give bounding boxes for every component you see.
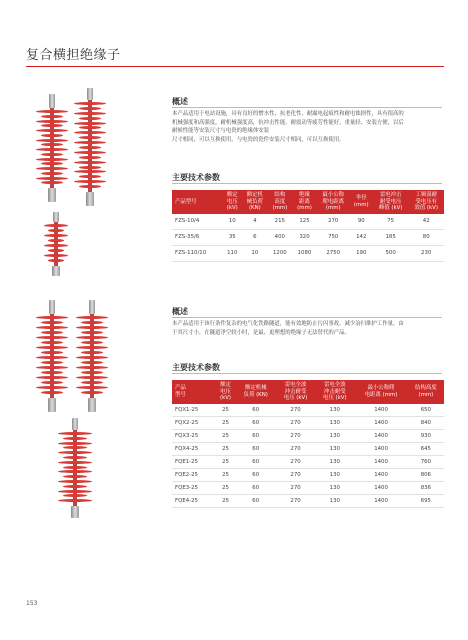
spec-table-fzs (172, 190, 444, 262)
spec-table-fq-cell: FQE1-25 (172, 455, 216, 468)
section1-spec-divider (172, 183, 442, 184)
spec-table-fzs-cell: 80 (408, 229, 444, 245)
spec-table-fq-cell: 270 (276, 468, 315, 481)
spec-table-fq-cell: 130 (315, 416, 354, 429)
insulator-shed (48, 229, 65, 232)
insulator-shed (81, 361, 103, 364)
spec-table-fzs-header-cell: 额定机 械负荷 (KN) (242, 190, 267, 214)
spec-table-fq-cell: 25 (216, 416, 236, 429)
insulator-shed (79, 107, 101, 110)
spec-table-fq-cell: 25 (216, 481, 236, 494)
spec-table-fq-cell: 1400 (354, 442, 407, 455)
section1-overview-heading: 概述 (172, 97, 188, 106)
insulator-image-5 (76, 300, 108, 412)
spec-table-fq-cell: 806 (408, 468, 444, 481)
insulator-image-3 (44, 212, 68, 276)
insulator-shed (63, 466, 87, 469)
spec-table-fzs-cell: 215 (268, 214, 293, 230)
insulator-shed (63, 494, 87, 497)
spec-table-fq-cell: 270 (276, 416, 315, 429)
insulator-shed (44, 224, 68, 227)
spec-table-fq-row (172, 429, 444, 442)
spec-table-fq-cell: 1400 (354, 494, 407, 507)
spec-table-fq-cell: FQE3-25 (172, 481, 216, 494)
insulator-shed (36, 376, 68, 379)
spec-table-fzs-cell: 6 (242, 229, 267, 245)
spec-table-fq-row (172, 442, 444, 455)
spec-table-fzs-cell: 190 (350, 245, 373, 261)
spec-table-fq-cell: 25 (216, 429, 236, 442)
spec-table-fq-header-cell: 额定 电压 (kV) (216, 380, 236, 404)
spec-table-fq-header-cell: 结构高度 (mm) (408, 380, 444, 404)
spec-table-fq-row (172, 481, 444, 494)
spec-table-fzs-row (172, 214, 444, 230)
insulator-shed (36, 326, 68, 329)
spec-table-fzs-cell: 110 (222, 245, 242, 261)
insulator-shed (74, 170, 106, 173)
insulator-shed (58, 432, 92, 435)
spec-table-fq-cell: 695 (408, 494, 444, 507)
page-title: 复合横担绝缘子 (26, 48, 121, 63)
insulator-shed (81, 341, 103, 344)
insulator-shed (79, 175, 101, 178)
spec-table-fzs-cell: 2750 (317, 245, 350, 261)
insulator-shed (79, 126, 101, 129)
spec-table-fq-cell: FQX4-25 (172, 442, 216, 455)
insulator-shed (41, 371, 63, 374)
spec-table-fq-cell: 60 (236, 416, 276, 429)
page-number: 153 (26, 600, 38, 607)
spec-table-fzs-cell: FZS-35/6 (172, 229, 222, 245)
insulator-shed (48, 239, 65, 242)
insulator-shed (58, 490, 92, 493)
spec-table-fq-header-cell: 雷电全波 冲击耐受 电压 (kV) (315, 380, 354, 404)
insulator-shed (76, 346, 108, 349)
insulator-shed (41, 351, 63, 354)
insulator-shed (74, 141, 106, 144)
spec-table-fq-cell: 760 (408, 455, 444, 468)
spec-table-fq-header-cell: 产品 型号 (172, 380, 216, 404)
insulator-shed (63, 475, 87, 478)
spec-table-fq-header-cell: 雷电全波 冲击耐受 电压 (kV) (276, 380, 315, 404)
insulator-shed (48, 259, 65, 262)
spec-table-fq-cell: 1400 (354, 481, 407, 494)
spec-table-fzs-row (172, 245, 444, 261)
spec-table-fzs-cell: 10 (242, 245, 267, 261)
insulator-shed (36, 110, 68, 113)
insulator-image-6 (58, 418, 92, 518)
insulator-shed (79, 117, 101, 120)
spec-table-fzs-header-cell: 产品型号 (172, 190, 222, 214)
insulator-shed (36, 316, 68, 319)
insulator-shed (74, 102, 106, 105)
insulator-shed (36, 120, 68, 123)
spec-table-fq-cell: 1400 (354, 429, 407, 442)
section2-spec-divider (172, 373, 442, 374)
spec-table-fq-cell: 60 (236, 481, 276, 494)
spec-table-fq-cell: 60 (236, 429, 276, 442)
spec-table-fq-row (172, 404, 444, 417)
spec-table-fq-header-cell: 最小公称爬 电距离 (mm) (354, 380, 407, 404)
insulator-image-1 (36, 94, 68, 204)
spec-table-fq-cell: 60 (236, 468, 276, 481)
insulator-shed (36, 386, 68, 389)
insulator-shed (36, 129, 68, 132)
insulator-shed (81, 351, 103, 354)
spec-table-fzs-cell: 400 (268, 229, 293, 245)
insulator-shed (41, 381, 63, 384)
spec-table-fq-cell: 840 (408, 416, 444, 429)
insulator-shed (36, 356, 68, 359)
insulator-shed (41, 124, 63, 127)
insulator-shed (79, 156, 101, 159)
insulator-image-4 (36, 300, 68, 412)
insulator-shed (58, 480, 92, 483)
spec-table-fq-cell: 25 (216, 494, 236, 507)
spec-table-fq-cell: FQX2-25 (172, 416, 216, 429)
insulator-shed (41, 361, 63, 364)
spec-table-fq-cell: 650 (408, 404, 444, 417)
spec-table-fzs-cell: 125 (292, 214, 317, 230)
spec-table-fq-row (172, 455, 444, 468)
spec-table-fq-cell: 270 (276, 455, 315, 468)
spec-table-fzs-cell: 500 (373, 245, 409, 261)
spec-table-fq-cell: 60 (236, 455, 276, 468)
spec-table-fq-cell: FQX3-25 (172, 429, 216, 442)
insulator-shed (76, 386, 108, 389)
insulator-shed (41, 341, 63, 344)
insulator-shed (41, 162, 63, 165)
insulator-shed (44, 244, 68, 247)
spec-table-fzs-cell: 90 (350, 214, 373, 230)
section1-overview-text: 本产品适用于电站设施，具有良好的憎水性、抗老化性、耐漏电起痕性和耐电蚀损性，具有很高的 机械强度和高强度，耐机械强度高，抗冲击性能、耐震动等疲劳性能好，重量轻、安装方便，以后 耐候性能等安装尺寸与电瓷的绝缘体安装 尺寸相同，可以互换使用，与电瓷的瓷件安装尺寸相同，可以互换使用。 (172, 111, 404, 143)
insulator-shed (36, 158, 68, 161)
title-divider (26, 66, 444, 67)
insulator-shed (41, 143, 63, 146)
insulator-shed (74, 151, 106, 154)
spec-table-fq-cell: 60 (236, 494, 276, 507)
insulator-shed (74, 131, 106, 134)
spec-table-fq-cell: 130 (315, 404, 354, 417)
spec-table-fq-cell: 130 (315, 481, 354, 494)
insulator-shed (36, 366, 68, 369)
spec-table-fzs-cell: 10 (222, 214, 242, 230)
insulator-shed (63, 485, 87, 488)
insulator-shed (36, 167, 68, 170)
insulator-image-2 (74, 88, 106, 206)
spec-table-fq-cell: 130 (315, 455, 354, 468)
insulator-shed (48, 249, 65, 252)
insulator-shed (76, 366, 108, 369)
insulator-shed (63, 437, 87, 440)
spec-table-fzs-cell: 750 (317, 229, 350, 245)
spec-table-fq-cell: 130 (315, 442, 354, 455)
insulator-shed (36, 336, 68, 339)
spec-table-fzs-cell: 270 (317, 214, 350, 230)
insulator-shed (58, 499, 92, 502)
spec-table-fq-row (172, 494, 444, 507)
spec-table-fq-cell: 25 (216, 455, 236, 468)
spec-table-fq-cell: 60 (236, 404, 276, 417)
insulator-shed (81, 381, 103, 384)
spec-table-fq-cell: 270 (276, 404, 315, 417)
spec-table-fzs-header-cell: 雷电冲击 耐受电压 峰值 (kV) (373, 190, 409, 214)
spec-table-fzs-header-cell: 绝缘 距离 (mm) (292, 190, 317, 214)
spec-table-fzs-cell: 185 (373, 229, 409, 245)
spec-table-fzs-header-cell: 最小公称 爬电距离 (mm) (317, 190, 350, 214)
spec-table-fzs-cell: 142 (350, 229, 373, 245)
insulator-shed (74, 180, 106, 183)
insulator-shed (41, 391, 63, 394)
spec-table-fzs-cell: FZS-110/10 (172, 245, 222, 261)
spec-table-fzs-cell: 75 (373, 214, 409, 230)
insulator-shed (81, 321, 103, 324)
spec-table-fzs-cell: 230 (408, 245, 444, 261)
spec-table-fq-header-cell: 额定机械 负荷 (KN) (236, 380, 276, 404)
insulator-shed (41, 134, 63, 137)
insulator-shed (76, 326, 108, 329)
spec-table-fzs-cell: 35 (222, 229, 242, 245)
spec-table-fq-cell: 1400 (354, 404, 407, 417)
insulator-shed (81, 371, 103, 374)
insulator-shed (36, 177, 68, 180)
spec-table-fq-cell: 270 (276, 481, 315, 494)
insulator-shed (44, 254, 68, 257)
spec-table-fq-cell: 130 (315, 468, 354, 481)
section2-overview-divider (172, 317, 442, 318)
section2-overview-text: 本产品适用于该行条件复杂的电气化铁路隧道，能有效地防止污闪事故，减少冶扫维护工作量。由 于其尺寸小，在隧道净空较小时，是最、更理想的绝缘子无法替代的产品。 (172, 321, 404, 336)
spec-table-fq-cell: 25 (216, 404, 236, 417)
insulator-shed (44, 234, 68, 237)
spec-table-fq-cell: 25 (216, 468, 236, 481)
spec-table-fq-cell: 270 (276, 442, 315, 455)
spec-table-fq-cell: FQE2-25 (172, 468, 216, 481)
insulator-shed (76, 356, 108, 359)
insulator-shed (76, 336, 108, 339)
spec-table-fq-row (172, 416, 444, 429)
insulator-shed (76, 376, 108, 379)
insulator-shed (41, 172, 63, 175)
spec-table-fq-cell: 1400 (354, 455, 407, 468)
spec-table-fq-cell: 25 (216, 442, 236, 455)
spec-table-fq-cell: 130 (315, 494, 354, 507)
spec-table-fzs-header-cell: 结构 高度 (mm) (268, 190, 293, 214)
insulator-shed (79, 185, 101, 188)
spec-table-fq-cell: 1400 (354, 416, 407, 429)
spec-table-fq-row (172, 468, 444, 481)
spec-table-fq-cell: 836 (408, 481, 444, 494)
spec-table-fq-cell: 270 (276, 429, 315, 442)
section2-spec-heading: 主要技术参数 (172, 363, 220, 372)
insulator-shed (63, 456, 87, 459)
insulator-shed (74, 161, 106, 164)
spec-table-fzs-cell: FZS-10/4 (172, 214, 222, 230)
spec-table-fzs-cell: 1200 (268, 245, 293, 261)
insulator-shed (36, 346, 68, 349)
insulator-shed (63, 446, 87, 449)
section1-overview-divider (172, 107, 442, 108)
spec-table-fzs-header-cell: 伞径 (mm) (350, 190, 373, 214)
spec-table-fzs-row (172, 229, 444, 245)
spec-table-fq-cell: 130 (315, 429, 354, 442)
spec-table-fzs-cell: 42 (408, 214, 444, 230)
insulator-shed (58, 470, 92, 473)
insulator-shed (58, 442, 92, 445)
insulator-shed (79, 166, 101, 169)
insulator-shed (81, 391, 103, 394)
section2-overview-heading: 概述 (172, 307, 188, 316)
spec-table-fq-cell: FQE4-25 (172, 494, 216, 507)
spec-table-fzs-cell: 4 (242, 214, 267, 230)
insulator-shed (79, 136, 101, 139)
spec-table-fzs-cell: 1080 (292, 245, 317, 261)
insulator-shed (58, 461, 92, 464)
insulator-shed (41, 321, 63, 324)
insulator-shed (74, 122, 106, 125)
insulator-shed (74, 112, 106, 115)
insulator-shed (76, 316, 108, 319)
insulator-shed (81, 331, 103, 334)
insulator-shed (41, 181, 63, 184)
insulator-shed (79, 146, 101, 149)
spec-table-fq-cell: 645 (408, 442, 444, 455)
spec-table-fq-cell: 270 (276, 494, 315, 507)
spec-table-fq-cell: 1400 (354, 468, 407, 481)
spec-table-fq-cell: 60 (236, 442, 276, 455)
spec-table-fq-cell: FQX1-25 (172, 404, 216, 417)
spec-table-fzs-header-cell: 工频湿耐 受电压有 效值 (kV) (408, 190, 444, 214)
spec-table-fzs-header-cell: 额定 电压 (kV) (222, 190, 242, 214)
spec-table-fq (172, 380, 444, 508)
insulator-shed (41, 331, 63, 334)
insulator-shed (36, 148, 68, 151)
spec-table-fzs-cell: 320 (292, 229, 317, 245)
insulator-shed (41, 115, 63, 118)
insulator-shed (41, 153, 63, 156)
section1-spec-heading: 主要技术参数 (172, 173, 220, 182)
spec-table-fq-cell: 930 (408, 429, 444, 442)
insulator-shed (36, 139, 68, 142)
insulator-shed (58, 451, 92, 454)
